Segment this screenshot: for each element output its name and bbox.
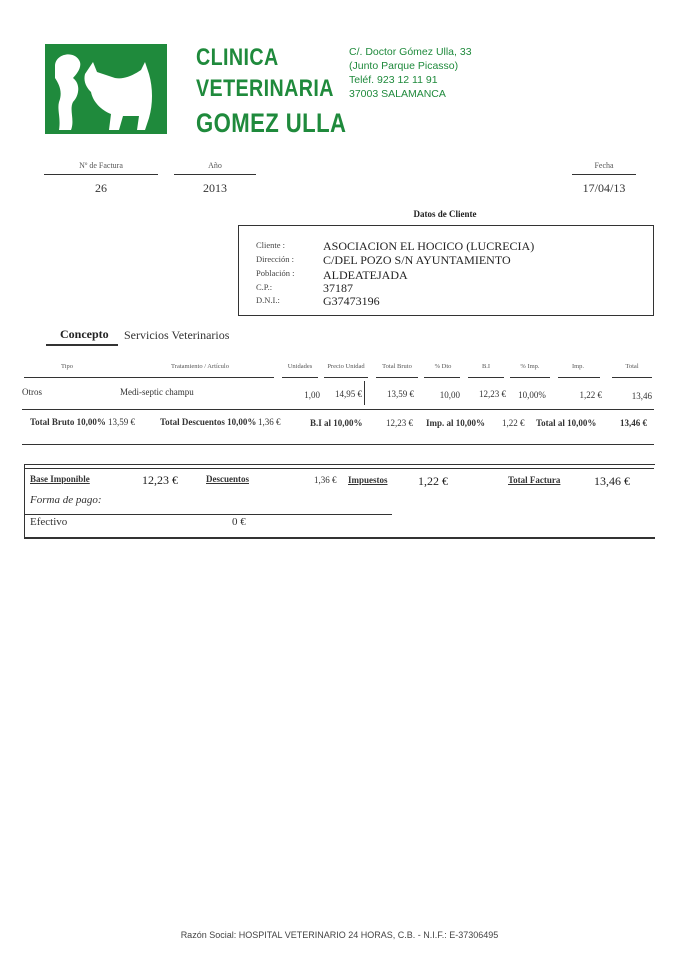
table-header: Total Bruto <box>382 363 412 370</box>
invoice-number: 26 <box>95 181 107 195</box>
divider <box>468 377 504 378</box>
total-al-label: Total al 10,00% <box>536 418 597 428</box>
invoice-year: 2013 <box>203 181 227 195</box>
footer-legal-info: Razón Social: HOSPITAL VETERINARIO 24 HORAS, C.B. - N.I.F.: E-37306495 <box>180 930 499 940</box>
table-cell: 10,00% <box>518 390 546 400</box>
total-factura-value: 13,46 € <box>594 474 630 488</box>
client-name: ASOCIACION EL HOCICO (LUCRECIA) <box>323 239 535 253</box>
bi-value: 12,23 € <box>386 418 413 428</box>
divider <box>510 377 550 378</box>
table-header: Imp. <box>571 363 585 370</box>
clinic-name-line-3: GOMEZ ULLA <box>196 108 347 138</box>
imp-label: Imp. al 10,00% <box>426 418 486 428</box>
divider <box>24 377 274 378</box>
divider <box>364 381 365 405</box>
bi-label: B.I al 10,00% <box>310 418 363 428</box>
divider <box>376 377 418 378</box>
client-city: ALDEATEJADA <box>323 268 408 282</box>
address-line: 37003 SALAMANCA <box>349 88 446 100</box>
divider <box>572 174 636 175</box>
client-postal-code: 37187 <box>323 281 353 295</box>
city-label: Población : <box>256 268 295 278</box>
divider <box>612 377 652 378</box>
divider <box>282 377 318 378</box>
total-descuentos-value: 1,36 € <box>258 417 281 427</box>
divider <box>324 377 368 378</box>
table-cell: Otros <box>22 387 42 397</box>
clinic-name-line-1: CLINICA <box>196 44 279 71</box>
total-al-value: 13,46 € <box>620 418 647 428</box>
address-line: C/. Doctor Gómez Ulla, 33 <box>349 46 472 58</box>
total-bruto-value: 13,59 € <box>108 417 135 427</box>
table-cell: 10,00 <box>439 390 460 400</box>
divider <box>22 444 654 445</box>
table-cell: 13,59 € <box>387 389 414 399</box>
clinic-name-line-2: VETERINARIA <box>196 75 334 102</box>
divider <box>44 174 158 175</box>
table-header: Unidades <box>287 363 313 370</box>
divider <box>22 409 654 410</box>
table-cell: 12,23 € <box>479 389 506 399</box>
descuentos-value: 1,36 € <box>314 475 337 485</box>
dog-logo-icon <box>45 44 167 134</box>
payment-label: Forma de pago: <box>30 494 102 506</box>
concept-label: Concepto <box>60 327 109 341</box>
address-line: Teléf. 923 12 11 91 <box>349 74 438 86</box>
impuestos-value: 1,22 € <box>418 474 448 488</box>
base-imponible-label: Base Imponible <box>30 474 90 484</box>
total-factura-label: Total Factura <box>508 475 561 485</box>
base-imponible-value: 12,23 € <box>142 473 178 487</box>
table-header: Tipo <box>60 363 74 370</box>
clinic-logo <box>45 44 167 134</box>
invoice-year-label: Año <box>208 161 222 170</box>
divider <box>174 174 256 175</box>
table-header: Precio Unidad <box>327 363 365 370</box>
table-header: Total <box>625 363 639 370</box>
postal-code-label: C.P.: <box>256 282 273 292</box>
table-cell: 13,46 <box>631 391 652 401</box>
imp-value: 1,22 € <box>502 418 525 428</box>
divider <box>24 468 654 469</box>
table-header: % Imp. <box>520 363 540 370</box>
address-label: Dirección : <box>256 254 294 264</box>
divider <box>558 377 600 378</box>
table-header: Tratamiento / Artículo <box>171 363 229 370</box>
client-section-title: Datos de Cliente <box>413 209 477 219</box>
table-header: B.I <box>481 363 491 370</box>
impuestos-label: Impuestos <box>348 475 388 485</box>
dni-label: D.N.I.: <box>256 295 280 305</box>
descuentos-label: Descuentos <box>206 474 249 484</box>
total-descuentos-label: Total Descuentos 10,00% <box>160 417 257 427</box>
client-dni: G37473196 <box>323 294 380 308</box>
table-cell: 1,00 <box>304 390 320 400</box>
client-address: C/DEL POZO S/N AYUNTAMIENTO <box>323 253 511 267</box>
client-label: Cliente : <box>256 240 286 250</box>
concept-value: Servicios Veterinarios <box>124 328 230 342</box>
table-cell: Medi-septic champu <box>120 387 194 397</box>
table-header: % Dto <box>434 363 452 370</box>
divider <box>46 344 118 346</box>
invoice-number-label: Nº de Factura <box>79 161 123 170</box>
total-bruto-label: Total Bruto 10,00% <box>30 417 106 427</box>
invoice-date: 17/04/13 <box>582 181 626 195</box>
table-cell: 14,95 € <box>335 389 362 399</box>
address-line: (Junto Parque Picasso) <box>349 60 459 72</box>
clinic-address <box>349 45 472 101</box>
table-cell: 1,22 € <box>579 390 602 400</box>
divider <box>24 514 392 515</box>
divider <box>424 377 460 378</box>
invoice-date-label: Fecha <box>594 161 614 170</box>
payment-method: Efectivo <box>30 516 68 528</box>
payment-amount: 0 € <box>232 516 246 528</box>
